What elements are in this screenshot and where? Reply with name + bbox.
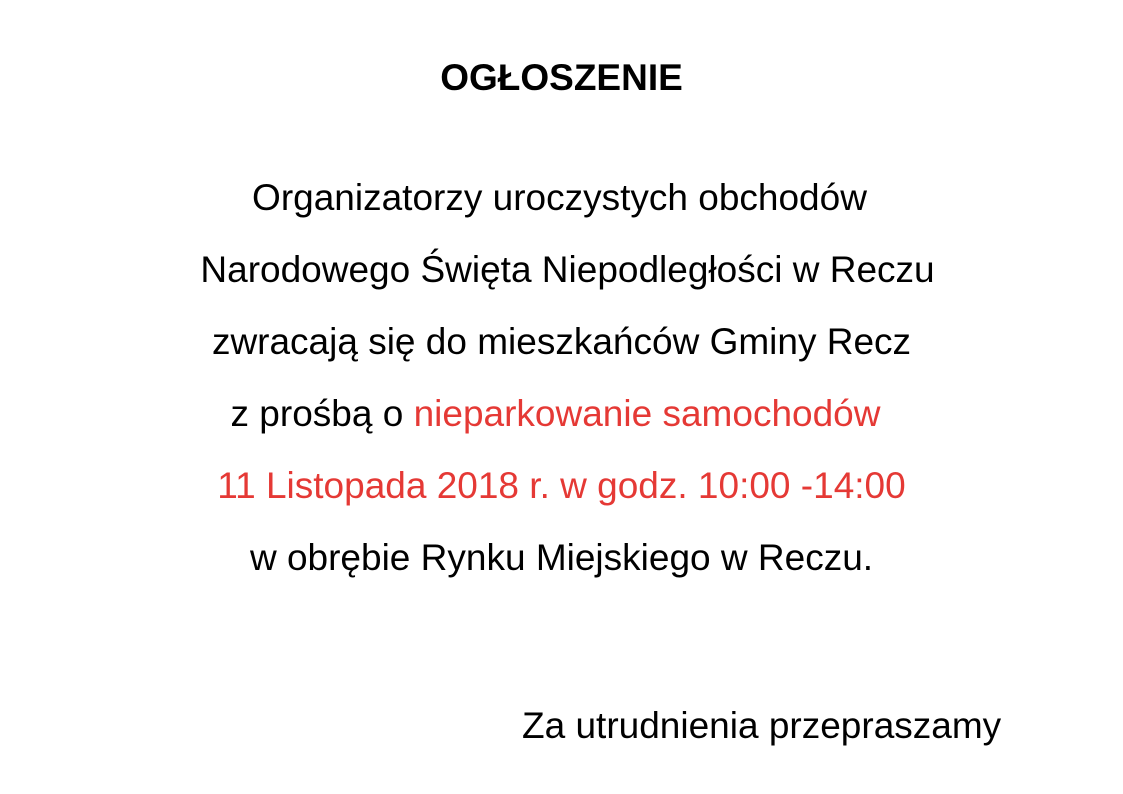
- notice-line-request: [0, 392, 1117, 436]
- no-parking-highlight: nieparkowanie samochodów: [413, 393, 881, 434]
- notice-line-date-time: 11 Listopada 2018 r. w godz. 10:00 -14:00: [217, 465, 906, 506]
- notice-closing-apology: Za utrudnienia przepraszamy: [522, 705, 1002, 746]
- request-prefix: z prośbą o: [230, 393, 414, 434]
- notice-title: OGŁOSZENIE: [440, 57, 683, 98]
- notice-line-residents: zwracają się do mieszkańców Gminy Recz: [211, 321, 912, 362]
- notice-line-organizers: Organizatorzy uroczystych obchodów: [252, 177, 867, 218]
- notice-line-holiday: Narodowego Święta Niepodległości w Reczu: [200, 249, 935, 290]
- notice-line-location: w obrębie Rynku Miejskiego w Reczu.: [249, 537, 874, 578]
